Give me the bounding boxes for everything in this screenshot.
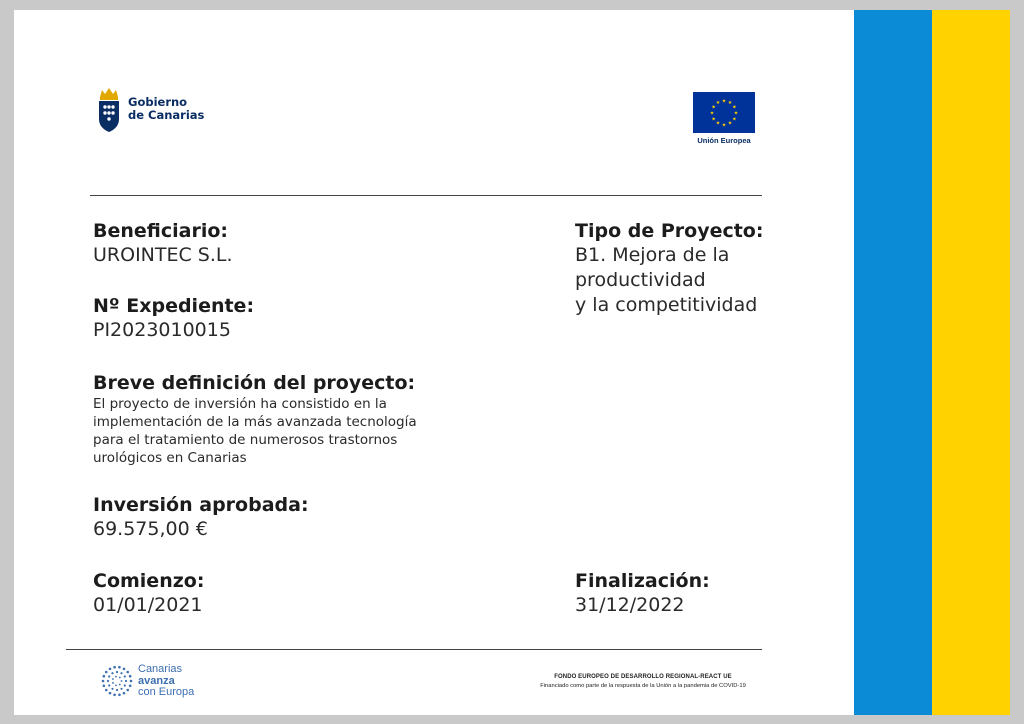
logo-dot xyxy=(108,676,110,678)
logo-dot xyxy=(119,677,121,679)
logo-dot xyxy=(109,668,112,671)
beneficiario-block xyxy=(93,219,233,268)
eu-star-icon: ★ xyxy=(733,110,739,117)
canarias-avanza-logo xyxy=(100,664,194,699)
finalizacion-label: Finalización: xyxy=(575,570,710,592)
dotted-circle-icon xyxy=(100,664,134,698)
logo-dot xyxy=(115,685,117,687)
beneficiario-label: Beneficiario: xyxy=(93,220,228,242)
definicion-label: Breve definición del proyecto: xyxy=(93,372,416,394)
eu-star-icon: ★ xyxy=(727,99,733,106)
logo-dot xyxy=(124,676,126,678)
logo-dot xyxy=(120,688,122,690)
finalizacion-value: 31/12/2022 xyxy=(575,594,685,616)
canarias-logo-line1: Canarias xyxy=(138,663,183,675)
union-europea-label: Unión Europea xyxy=(697,136,751,145)
logo-dot xyxy=(113,666,116,669)
tipo-proyecto-line: B1. Mejora de la xyxy=(575,244,730,266)
expediente-value: PI2023010015 xyxy=(93,319,231,341)
definicion-text xyxy=(93,395,453,467)
expediente-block xyxy=(93,294,254,343)
logo-dot xyxy=(125,680,127,682)
tipo-proyecto-block xyxy=(575,219,763,318)
eu-star-icon: ★ xyxy=(709,110,715,117)
eu-flag-icon xyxy=(693,92,755,133)
definicion-line: implementación de la más avanzada tecnología xyxy=(93,414,417,430)
eu-star-icon: ★ xyxy=(721,98,727,105)
logo-dot xyxy=(107,680,109,682)
eu-star-icon: ★ xyxy=(727,120,733,127)
feder-title: FONDO EUROPEO DE DESARROLLO REGIONAL-REACT UE xyxy=(554,674,732,680)
logo-dot xyxy=(115,676,117,678)
logo-dot xyxy=(123,692,126,695)
blue-stripe xyxy=(854,10,932,715)
comienzo-block xyxy=(93,569,204,618)
inversion-value: 69.575,00 € xyxy=(93,518,208,540)
eu-star-icon: ★ xyxy=(715,99,721,106)
canarias-logo-line2: avanza xyxy=(138,674,175,687)
eu-star-icon: ★ xyxy=(732,116,737,123)
gobierno-logo-line1: Gobierno xyxy=(128,95,188,109)
logo-dot xyxy=(103,685,106,688)
yellow-stripe xyxy=(932,10,1010,715)
logo-dot xyxy=(105,689,108,692)
definicion-line: urológicos en Canarias xyxy=(93,450,247,466)
logo-dot xyxy=(118,666,121,669)
comienzo-value: 01/01/2021 xyxy=(93,594,203,616)
eu-star-icon: ★ xyxy=(711,116,716,123)
logo-dot xyxy=(124,685,126,687)
logo-dot xyxy=(116,671,118,673)
logo-dot xyxy=(108,685,110,687)
logo-dot xyxy=(111,672,113,674)
tipo-proyecto-label: Tipo de Proyecto: xyxy=(575,220,764,242)
eu-star-icon: ★ xyxy=(732,104,737,111)
logo-dot xyxy=(118,694,121,697)
logo-dot xyxy=(109,692,112,695)
feder-subtitle: Financiado como parte de la respuesta de la Unión a la pandemia de COVID-19 xyxy=(540,683,746,689)
gobierno-canarias-logo xyxy=(96,85,204,133)
finalizacion-block xyxy=(575,569,710,618)
poster-sheet xyxy=(14,10,1010,715)
inversion-label: Inversión aprobada: xyxy=(93,494,309,516)
logo-dot xyxy=(126,671,129,674)
logo-dot xyxy=(129,685,132,688)
eu-star-icon: ★ xyxy=(715,120,721,127)
logo-dot xyxy=(130,680,133,683)
logo-dot xyxy=(113,694,116,697)
bottom-divider xyxy=(66,649,762,650)
top-divider xyxy=(90,195,762,196)
expediente-label: Nº Expediente: xyxy=(93,295,255,317)
inversion-block xyxy=(93,493,309,542)
logo-dot xyxy=(126,689,129,692)
logo-dot xyxy=(123,668,126,671)
logo-dot xyxy=(112,678,114,680)
logo-dot xyxy=(105,671,108,674)
definicion-line: El proyecto de inversión ha consistido en la xyxy=(93,396,387,412)
tipo-proyecto-line: y la competitividad xyxy=(575,294,758,316)
tipo-proyecto-line: productividad xyxy=(575,269,706,291)
logo-dot xyxy=(120,672,122,674)
gobierno-logo-line2: de Canarias xyxy=(128,108,205,122)
feder-footer xyxy=(528,674,758,689)
logo-dot xyxy=(116,689,118,691)
canarias-logo-line3: con Europa xyxy=(138,686,195,698)
logo-dot xyxy=(103,675,106,678)
union-europea-logo xyxy=(692,92,756,145)
logo-dot xyxy=(112,682,114,684)
canarias-crest-icon xyxy=(96,85,122,133)
eu-star-icon: ★ xyxy=(721,122,727,129)
logo-dot xyxy=(119,684,121,686)
eu-star-icon: ★ xyxy=(711,104,716,111)
logo-dot xyxy=(111,688,113,690)
beneficiario-value: UROINTEC S.L. xyxy=(93,244,233,266)
logo-dot xyxy=(102,680,105,683)
logo-dot xyxy=(121,680,123,682)
definicion-line: para el tratamiento de numerosos trastornos xyxy=(93,432,398,448)
definicion-block xyxy=(93,371,453,467)
comienzo-label: Comienzo: xyxy=(93,570,205,592)
logo-dot xyxy=(129,675,132,678)
